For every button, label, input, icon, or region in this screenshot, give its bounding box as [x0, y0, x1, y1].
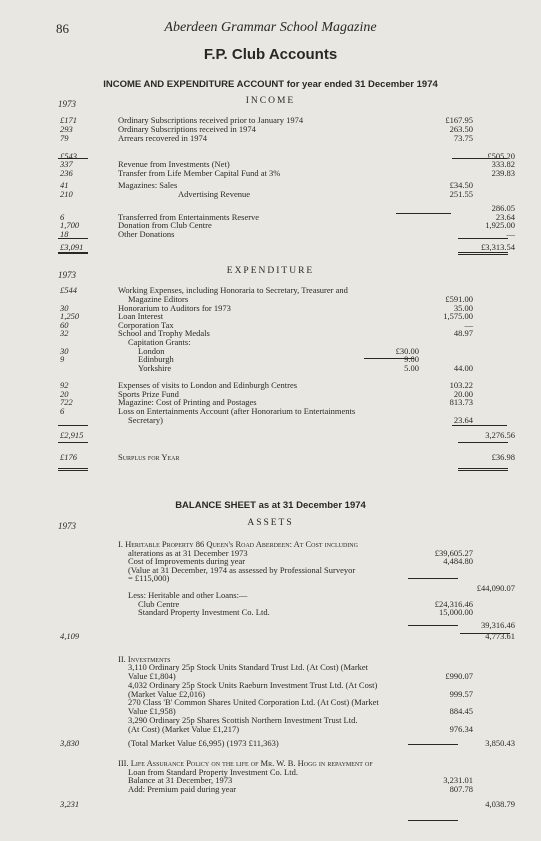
expenditure-row-label: Corporation Tax [118, 320, 174, 330]
page-title: F.P. Club Accounts [203, 46, 338, 63]
income-row-label: Donation from Club Centre [118, 220, 212, 230]
assets-amount-a2: £44,090.07 [476, 583, 515, 593]
assets-amount-a1: 4,484.80 [443, 556, 473, 566]
rule-income-prior-subtotal [58, 158, 88, 159]
expenditure-row-label: Yorkshire [138, 363, 172, 373]
assets-prior-year-value: 4,109 [60, 631, 80, 641]
assets-row-label: Balance at 31 December, 1973 [128, 775, 233, 785]
assets-amount-a1: £39,605.27 [434, 548, 473, 558]
expenditure-prior-year-value: £176 [60, 452, 77, 462]
income-prior-year-value: 293 [60, 124, 73, 134]
expenditure-row-label: Honorarium to Auditors for 1973 [118, 303, 231, 313]
rule-investments-sub [408, 744, 458, 745]
assets-amount-a1: £990.07 [445, 671, 473, 681]
income-row-label: Advertising Revenue [178, 189, 250, 199]
assets-amount-a1: 15,000.00 [439, 607, 473, 617]
running-title: Aberdeen Grammar School Magazine [164, 20, 377, 35]
assets-row-label: 270 Class 'B' Common Shares United Corporation Ltd. (At Cost) (Market [128, 697, 379, 707]
assets-row-label: (Value at 31 December, 1974 as assessed by Professional Surveyor [128, 565, 356, 575]
expenditure-amount-a1: 23.64 [453, 415, 473, 425]
rule-income-subtotal [452, 158, 507, 159]
expenditure-row-label: Loan Interest [118, 311, 164, 321]
expenditure-prior-year-value: 722 [60, 397, 73, 407]
rule-income-prior-total [58, 238, 88, 239]
expenditure-row-label: Sports Prize Fund [118, 389, 179, 399]
rule-surplus-prior-double [58, 468, 88, 471]
expenditure-amount-a1: 813.73 [449, 397, 473, 407]
expenditure-amount-a1: 44.00 [453, 363, 473, 373]
income-prior-year-value: 337 [60, 159, 73, 169]
income-prior-year-label: 1973 [58, 99, 76, 109]
expenditure-prior-year-value: 6 [60, 406, 65, 416]
expenditure-amount-a1: 103.22 [449, 380, 473, 390]
income-prior-year-value: 210 [60, 189, 73, 199]
assets-section-title: ASSETS [247, 518, 294, 528]
expenditure-prior-year-value: 1,250 [60, 311, 80, 321]
income-amount-a1: 251.55 [449, 189, 473, 199]
assets-amount-a1: 3,231.01 [443, 775, 473, 785]
income-amount-a2: £505.20 [487, 151, 515, 161]
expenditure-prior-year-value: 60 [60, 320, 69, 330]
expenditure-prior-year-value: 20 [60, 389, 69, 399]
balance-sheet-heading: BALANCE SHEET as at 31 December 1974 [175, 500, 366, 511]
expenditure-row-label: Magazine Editors [128, 294, 189, 304]
expenditure-amount-a0: £30.00 [395, 346, 419, 356]
expenditure-row-label: Capitation Grants: [128, 337, 191, 347]
income-amount-a2: — [506, 229, 515, 239]
assets-row-label: Add: Premium paid during year [128, 784, 237, 794]
rule-property-sub [408, 578, 458, 579]
rule-exp-total [452, 425, 507, 426]
expenditure-row-label: Surplus for Year [118, 452, 180, 462]
expenditure-prior-year-value: £544 [60, 285, 77, 295]
assets-row-label: III. Life Assurance Policy on the life of Mr. W. B. Hogg in repayment of [118, 758, 373, 768]
income-row-label: Ordinary Subscriptions received prior to January 1974 [118, 115, 304, 125]
income-row-label: Magazines: Sales [118, 180, 178, 190]
assets-row-label: (Total Market Value £6,995) (1973 £11,363) [128, 738, 279, 748]
assets-amount-a1: 807.78 [449, 784, 473, 794]
assets-row-label: Club Centre [138, 599, 180, 609]
assets-row-label: Standard Property Investment Co. Ltd. [138, 607, 270, 617]
assets-row-label: 3,290 Ordinary 25p Shares Scottish Northern Investment Trust Ltd. [128, 715, 358, 725]
expenditure-amount-a1: 35.00 [453, 303, 473, 313]
assets-row-label: (At Cost) (Market Value £1,217) [128, 724, 240, 734]
expenditure-prior-year-value: 32 [60, 328, 69, 338]
rule-income-double [458, 252, 508, 255]
income-amount-a2: 333.82 [491, 159, 515, 169]
income-row-label: Transfer from Life Member Capital Fund at 3% [118, 168, 281, 178]
rule-surplus-double [458, 468, 508, 471]
assets-row-label: Loan from Standard Property Investment Co. Ltd. [128, 767, 298, 777]
expenditure-row-label: School and Trophy Medals [118, 328, 210, 338]
income-amount-a2: £3,313.54 [481, 242, 515, 252]
income-amount-a2: 286.05 [491, 203, 515, 213]
expenditure-prior-year-label: 1973 [58, 270, 76, 280]
balance-prior-year-label: 1973 [58, 521, 76, 531]
income-prior-year-value: 1,700 [60, 220, 80, 230]
assets-amount-a1: 976.34 [449, 724, 473, 734]
expenditure-prior-year-value: 30 [60, 346, 69, 356]
income-amount-a2: 23.64 [495, 212, 515, 222]
income-amount-a1: £34.50 [449, 180, 473, 190]
assets-prior-year-value: 3,830 [60, 738, 80, 748]
assets-row-label: 3,110 Ordinary 25p Stock Units Standard Trust Ltd. (At Cost) (Market [128, 662, 369, 672]
rule-loans-sub [408, 625, 458, 626]
expenditure-row-label: London [138, 346, 165, 356]
assets-row-label: alterations as at 31 December 1973 [128, 548, 248, 558]
expenditure-amount-a2: £36.98 [491, 452, 515, 462]
expenditure-amount-a1: 48.97 [453, 328, 473, 338]
assets-row-label: Less: Heritable and other Loans:— [128, 590, 248, 600]
expenditure-row-label: Expenses of visits to London and Edinburgh Centres [118, 380, 298, 390]
expenditure-prior-year-value: 92 [60, 380, 69, 390]
assets-row-label: Value £1,958) [128, 706, 176, 716]
expenditure-amount-a1: 1,575.00 [443, 311, 473, 321]
income-row-label: Ordinary Subscriptions received in 1974 [118, 124, 256, 134]
assets-amount-a1: 884.45 [449, 706, 473, 716]
income-prior-year-value: 18 [60, 229, 69, 239]
assets-row-label: I. Heritable Property 86 Queen's Road Aberdeen: At Cost including [118, 539, 358, 549]
expenditure-row-label: Loss on Entertainments Account (after Honorarium to Entertainments [118, 406, 356, 416]
rule-income-prior-double [58, 252, 88, 254]
rule-exp-prior-total [58, 425, 88, 426]
income-amount-a1: 73.75 [453, 133, 473, 143]
expenditure-row-label: Magazine: Cost of Printing and Postages [118, 397, 257, 407]
rule-capitation [364, 358, 414, 359]
assets-prior-year-value: 3,231 [60, 799, 80, 809]
assets-amount-a2: 3,850.43 [485, 738, 515, 748]
rule-magazines [396, 213, 451, 214]
expenditure-amount-a0: 5.00 [404, 363, 419, 373]
assets-row-label: = £115,000) [128, 573, 170, 583]
expenditure-amount-a1: — [464, 320, 473, 330]
rule-property-net [460, 633, 510, 634]
page-number: 86 [56, 21, 69, 36]
rule-income-total [458, 238, 508, 239]
assets-amount-a2: 4,773.61 [485, 631, 515, 641]
income-row-label: Other Donations [118, 229, 175, 239]
income-prior-year-value: £171 [60, 115, 77, 125]
expenditure-row-label: Edinburgh [138, 354, 174, 364]
income-prior-year-value: 236 [60, 168, 73, 178]
expenditure-prior-year-value: £2,915 [60, 430, 84, 440]
assets-row-label: Value £1,804) [128, 671, 176, 681]
expenditure-prior-year-value: 30 [60, 303, 69, 313]
assets-row-label: 4,032 Ordinary 25p Stock Units Raeburn Investment Trust Ltd. (At Cost) [128, 680, 378, 690]
expenditure-amount-a1: 20.00 [453, 389, 473, 399]
rule-exp-sub [458, 442, 508, 443]
income-prior-year-value: £3,091 [60, 242, 84, 252]
income-row-label: Transferred from Entertainments Reserve [118, 212, 260, 222]
income-prior-year-value: 6 [60, 212, 65, 222]
expenditure-row-label: Secretary) [128, 415, 163, 425]
assets-row-label: (Market Value £2,016) [128, 689, 206, 699]
assets-amount-a1: 999.57 [449, 689, 473, 699]
rule-life-assurance-sub [408, 820, 458, 821]
expenditure-prior-year-value: 9 [60, 354, 65, 364]
expenditure-amount-a1: £591.00 [445, 294, 473, 304]
expenditure-amount-a2: 3,276.56 [485, 430, 515, 440]
income-amount-a2: 239.83 [491, 168, 515, 178]
income-amount-a2: 1,925.00 [485, 220, 515, 230]
expenditure-amount-a0: 9.00 [404, 354, 419, 364]
income-amount-a1: 263.50 [449, 124, 473, 134]
assets-row-label: II. Investments [118, 654, 171, 664]
income-row-label: Revenue from Investments (Net) [118, 159, 230, 169]
income-amount-a1: £167.95 [445, 115, 473, 125]
income-prior-year-value: £543 [60, 151, 77, 161]
assets-amount-a2: 39,316.46 [481, 620, 515, 630]
expenditure-section-title: EXPENDITURE [226, 266, 315, 276]
income-expenditure-heading: INCOME AND EXPENDITURE ACCOUNT for year ended 31 December 1974 [103, 79, 438, 90]
assets-row-label: Cost of Improvements during year [128, 556, 246, 566]
income-prior-year-value: 79 [60, 133, 69, 143]
income-section-title: INCOME [245, 96, 296, 106]
expenditure-row-label: Working Expenses, including Honoraria to Secretary, Treasurer and [118, 285, 348, 295]
income-prior-year-value: 41 [60, 180, 69, 190]
income-row-label: Arrears recovered in 1974 [118, 133, 207, 143]
rule-exp-prior-sub [58, 442, 88, 443]
assets-amount-a2: 4,038.79 [485, 799, 515, 809]
assets-amount-a1: £24,316.46 [434, 599, 473, 609]
